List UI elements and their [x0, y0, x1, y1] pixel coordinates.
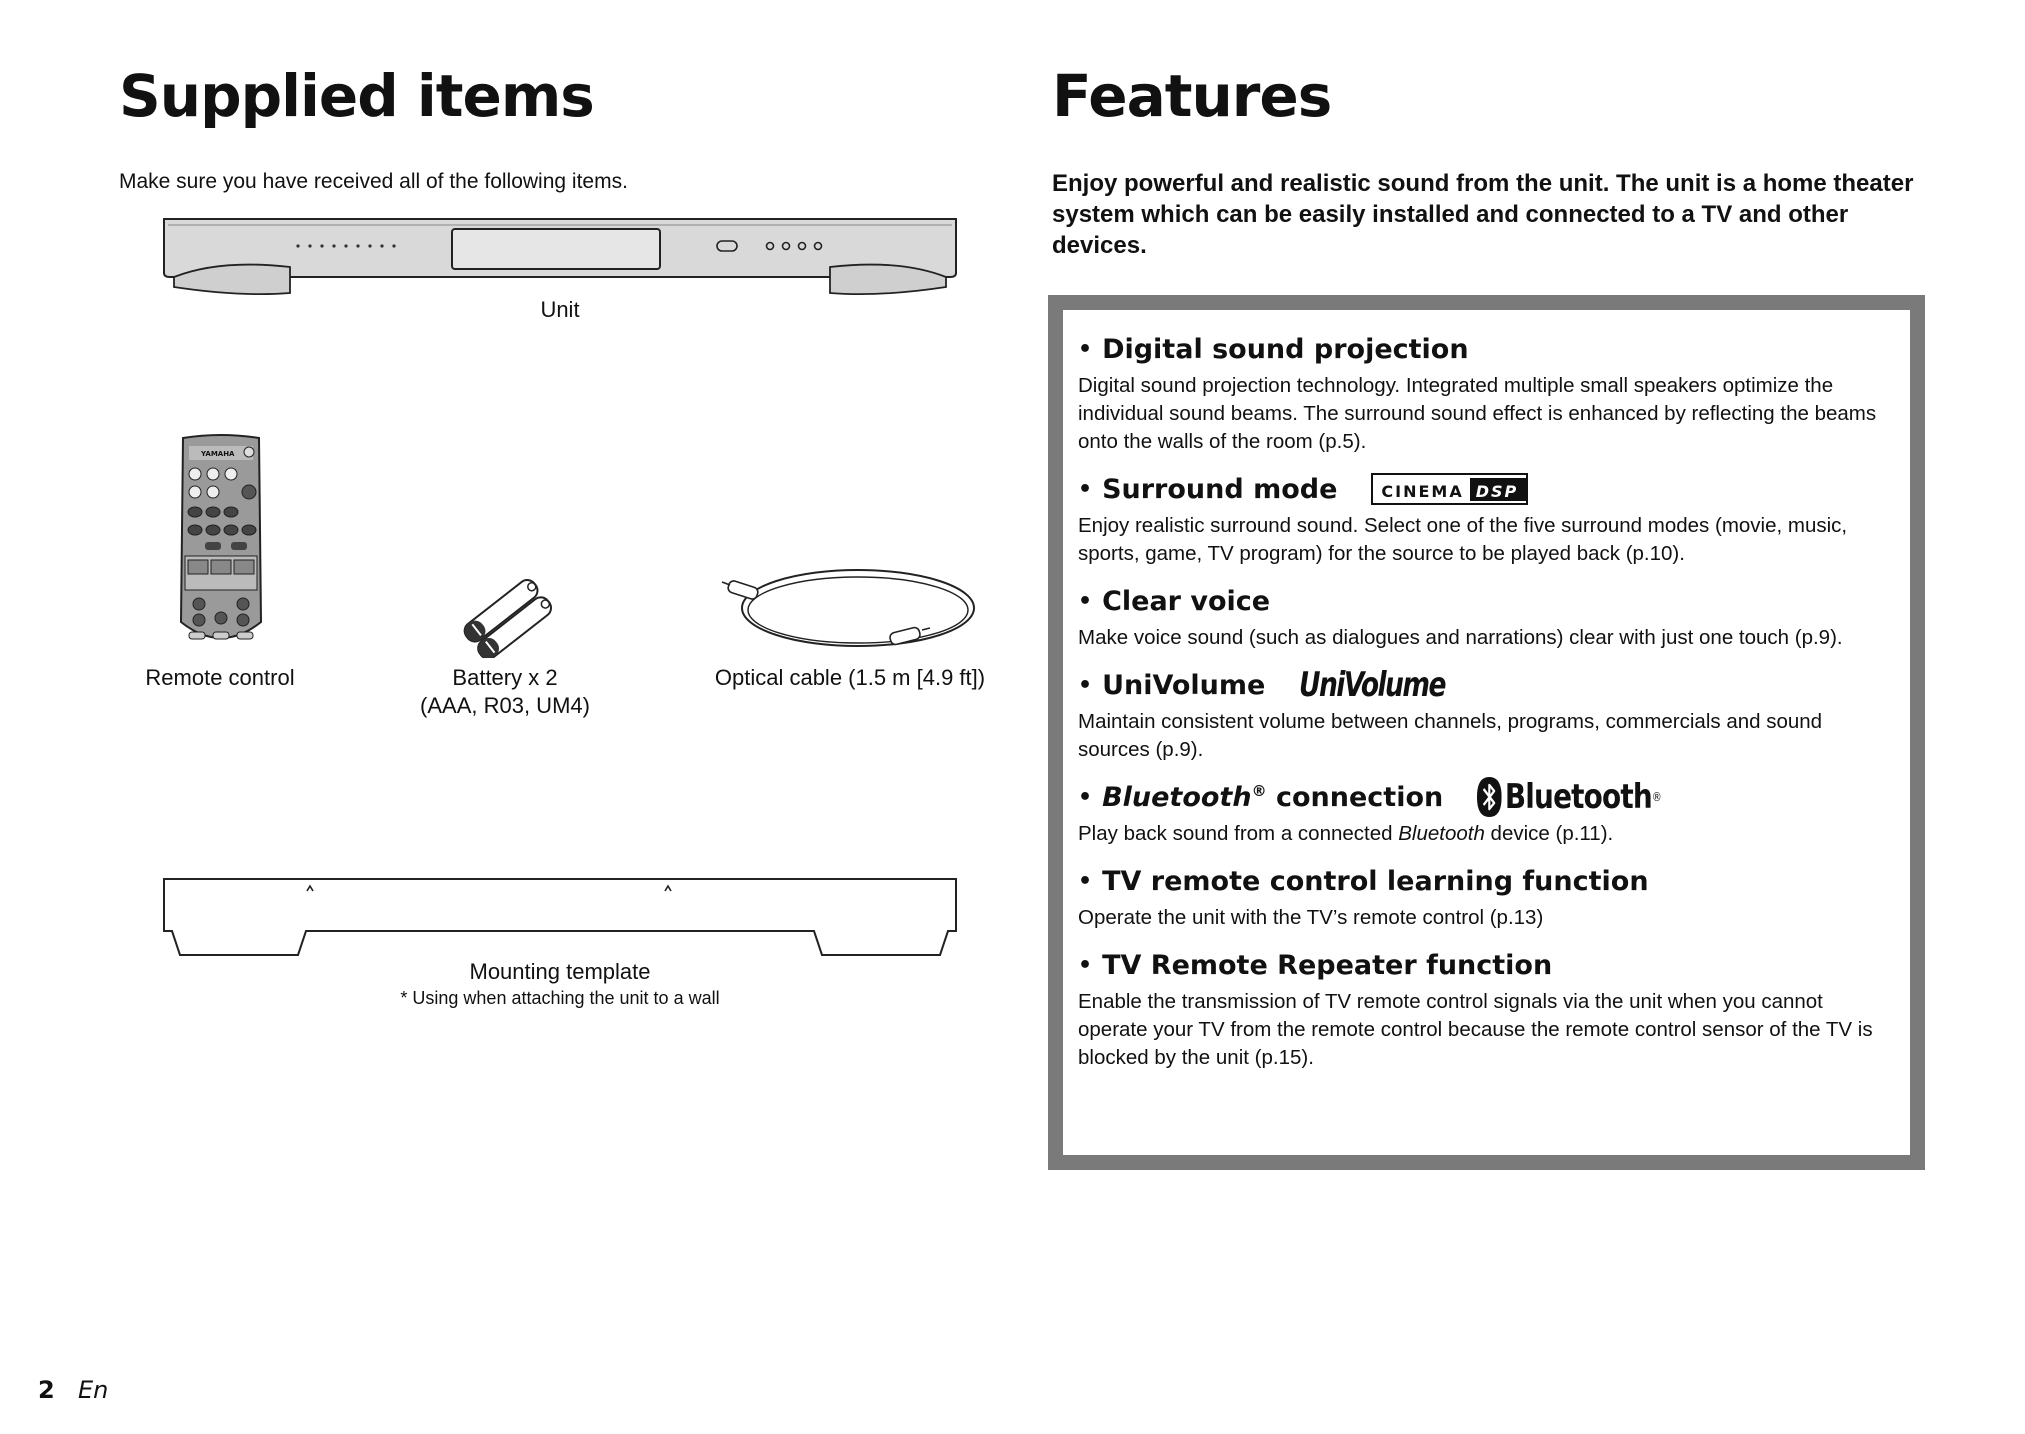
- bullet-icon: •: [1078, 784, 1093, 810]
- features-box: [1048, 295, 1925, 1170]
- features-box-inner: [1063, 310, 1910, 1155]
- feature-description: Operate the unit with the TV’s remote control (p.13): [1078, 906, 1544, 929]
- bluetooth-logo-reg: ®: [1652, 790, 1662, 804]
- unit-caption: Unit: [540, 297, 580, 322]
- bullet-icon: •: [1078, 868, 1093, 894]
- feature-title-italic: Bluetooth: [1102, 781, 1252, 813]
- feature-tv-remote-repeater: [1078, 946, 1892, 1072]
- bluetooth-logo-text: Bluetooth: [1505, 777, 1653, 817]
- desc-pre: Play back sound from a connected: [1078, 822, 1399, 845]
- feature-description: Digital sound projection technology. Integrated multiple small speakers optimize the individual sound beams. The surround sound effect is enhanced by reflecting the beams onto the walls of the room (p.5).: [1078, 374, 1877, 453]
- bluetooth-logo: [1477, 777, 1661, 817]
- page-number: 2: [38, 1376, 55, 1404]
- feature-title: [1102, 782, 1443, 813]
- feature-title: TV Remote Repeater function: [1102, 949, 1553, 981]
- battery-caption: [400, 664, 610, 720]
- page-language: En: [78, 1376, 109, 1404]
- remote-control-caption: Remote control: [145, 665, 295, 690]
- feature-description: Enjoy realistic surround sound. Select one of the five surround modes (movie, music, sports, game, TV program) for the source to be played back (p.10).: [1078, 514, 1848, 565]
- desc-post: device (p.11).: [1484, 822, 1614, 845]
- feature-title-rest: connection: [1266, 781, 1444, 813]
- feature-title: UniVolume: [1102, 669, 1266, 701]
- bullet-icon: •: [1078, 672, 1093, 698]
- cinema-dsp-logo-right: DSP: [1470, 478, 1527, 501]
- feature-bluetooth-connection: [1078, 778, 1892, 848]
- bullet-icon: •: [1078, 952, 1093, 978]
- feature-univolume: [1078, 666, 1892, 764]
- unit-illustration: [160, 215, 960, 300]
- feature-surround-mode: [1078, 470, 1892, 568]
- bullet-icon: •: [1078, 476, 1093, 502]
- feature-description: Enable the transmission of TV remote control signals via the unit when you cannot operate your TV from the remote control because the remote control sensor of the TV is blocked by the unit (p.15).: [1078, 990, 1873, 1069]
- mounting-template-illustration: [160, 875, 960, 959]
- desc-italic: Bluetooth: [1398, 822, 1485, 845]
- feature-clear-voice: [1078, 582, 1892, 652]
- mounting-template-caption: Mounting template: [469, 959, 651, 984]
- cinema-dsp-logo-left: CINEMA: [1373, 478, 1469, 501]
- feature-description: Make voice sound (such as dialogues and narrations) clear with just one touch (p.9).: [1078, 626, 1843, 649]
- battery-illustration: [450, 578, 566, 658]
- feature-digital-sound-projection: [1078, 330, 1892, 456]
- feature-title: TV remote control learning function: [1102, 865, 1649, 897]
- cinema-dsp-logo: [1371, 473, 1528, 505]
- bluetooth-icon: [1477, 777, 1502, 817]
- supplied-items-heading: Supplied items: [119, 62, 594, 130]
- optical-cable-caption: Optical cable (1.5 m [4.9 ft]): [714, 665, 986, 690]
- bullet-icon: •: [1078, 588, 1093, 614]
- supplied-items-intro: Make sure you have received all of the following items.: [119, 170, 628, 193]
- bullet-icon: •: [1078, 336, 1093, 362]
- feature-description: Maintain consistent volume between channels, programs, commercials and sound sources (p.9).: [1078, 710, 1823, 761]
- mounting-template-note: * Using when attaching the unit to a wall: [400, 988, 720, 1008]
- optical-cable-illustration: [720, 558, 980, 658]
- remote-brand-label: YAMAHA: [201, 450, 235, 458]
- features-intro: Enjoy powerful and realistic sound from the unit. The unit is a home theater system which can be easily installed and connected to a TV and other devices.: [1052, 170, 1914, 259]
- battery-caption-line2: (AAA, R03, UM4): [420, 693, 590, 718]
- feature-title: Digital sound projection: [1102, 333, 1469, 365]
- features-heading: Features: [1052, 62, 1332, 130]
- feature-description: [1078, 820, 1892, 848]
- feature-title: Clear voice: [1102, 585, 1271, 617]
- registered-mark: ®: [1251, 781, 1267, 800]
- feature-tv-remote-learning: [1078, 862, 1892, 932]
- battery-caption-line1: Battery x 2: [452, 665, 558, 690]
- remote-control-illustration: [175, 432, 267, 654]
- univolume-logo: UniVolume: [1299, 665, 1446, 705]
- feature-title: Surround mode: [1102, 473, 1338, 505]
